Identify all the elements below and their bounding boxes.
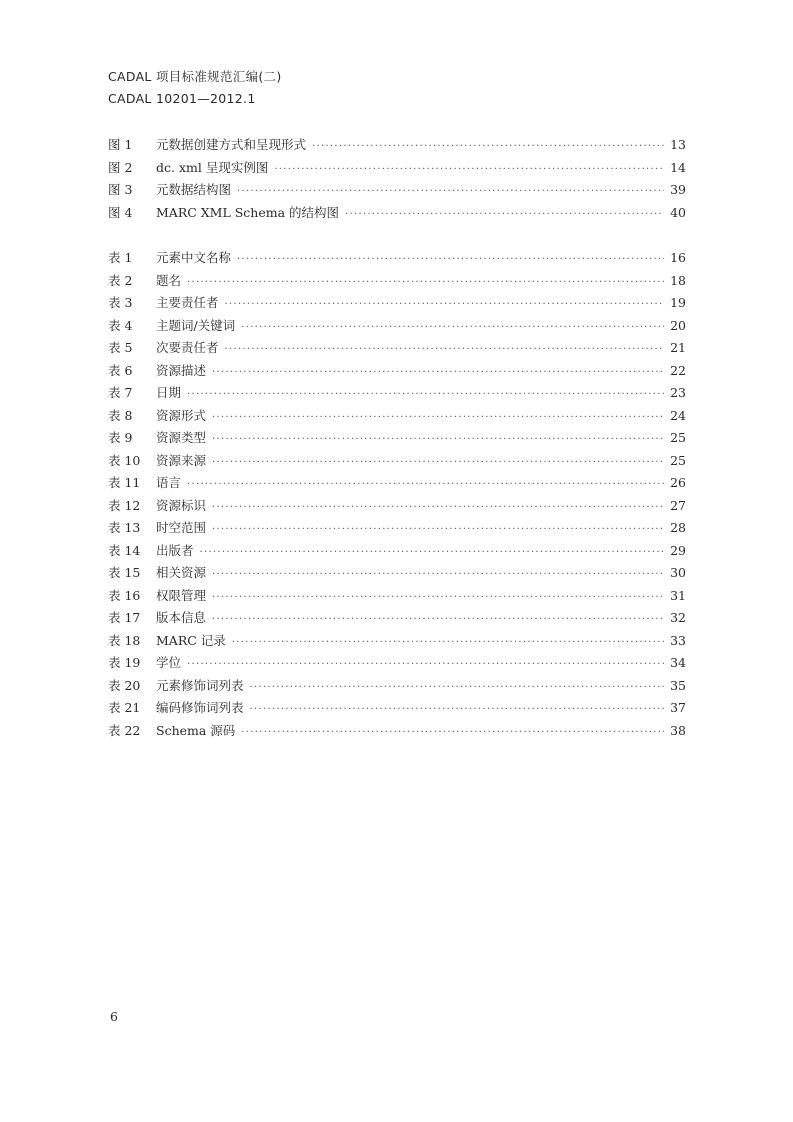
dot-leader xyxy=(237,186,664,197)
table-page-number: 32 xyxy=(670,610,686,625)
section-gap xyxy=(108,225,686,248)
table-entry[interactable] xyxy=(108,653,686,676)
table-label: 表 14 xyxy=(108,542,141,558)
table-label: 表 1 xyxy=(108,250,133,265)
table-label: 表 7 xyxy=(108,385,133,400)
header-title: CADAL 项目标准规范汇编(二) xyxy=(108,69,282,84)
table-page-number: 25 xyxy=(670,430,686,445)
table-entry[interactable] xyxy=(108,518,686,541)
header-standard-number: CADAL 10201—2012.1 xyxy=(108,91,256,106)
dot-leader xyxy=(237,254,664,265)
table-entry[interactable] xyxy=(108,383,686,406)
table-page-number: 38 xyxy=(670,722,686,738)
table-entry[interactable] xyxy=(108,406,686,429)
table-label: 表 13 xyxy=(108,520,141,535)
dot-leader xyxy=(225,344,665,355)
table-title: 学位 xyxy=(156,655,182,670)
table-title: 次要责任者 xyxy=(156,340,219,355)
table-page-number: 23 xyxy=(670,385,686,400)
table-entry[interactable] xyxy=(108,541,686,564)
table-title: 资源形式 xyxy=(156,407,207,423)
dot-leader xyxy=(250,682,665,693)
table-title: 主要责任者 xyxy=(156,295,219,310)
table-entry[interactable] xyxy=(108,631,686,654)
table-entry[interactable] xyxy=(108,608,686,631)
dot-leader xyxy=(187,479,664,490)
figure-entry[interactable] xyxy=(108,158,686,181)
table-title: 日期 xyxy=(156,385,182,400)
table-title: 相关资源 xyxy=(156,565,207,580)
table-title: 元素中文名称 xyxy=(156,250,232,265)
figure-page-number: 13 xyxy=(670,137,686,152)
figure-title: MARC XML Schema 的结构图 xyxy=(156,204,340,220)
table-label: 表 17 xyxy=(108,610,141,625)
dot-leader xyxy=(212,614,664,625)
table-entry[interactable] xyxy=(108,271,686,294)
dot-leader xyxy=(312,141,664,152)
table-title: 资源描述 xyxy=(156,362,207,378)
dot-leader xyxy=(274,164,664,175)
dot-leader xyxy=(212,434,664,445)
table-title: 权限管理 xyxy=(156,587,207,603)
table-label: 表 19 xyxy=(108,655,141,670)
table-title: 时空范围 xyxy=(156,520,207,535)
dot-leader xyxy=(241,727,664,738)
page-number: 6 xyxy=(110,1009,118,1024)
table-page-number: 31 xyxy=(670,587,686,603)
dot-leader xyxy=(225,299,665,310)
table-entry[interactable] xyxy=(108,451,686,474)
dot-leader xyxy=(250,704,665,715)
table-title: 资源标识 xyxy=(156,497,207,513)
table-page-number: 28 xyxy=(670,520,686,535)
dot-leader xyxy=(200,547,665,558)
document-header xyxy=(108,66,282,110)
figure-title: dc. xml 呈现实例图 xyxy=(156,159,269,175)
table-title: 资源来源 xyxy=(156,452,207,468)
table-label: 表 11 xyxy=(108,475,141,490)
table-page-number: 35 xyxy=(670,677,686,693)
table-entry[interactable] xyxy=(108,676,686,699)
table-list xyxy=(108,248,686,743)
dot-leader xyxy=(212,524,664,535)
figure-entry[interactable] xyxy=(108,135,686,158)
table-entry[interactable] xyxy=(108,496,686,519)
table-label: 表 3 xyxy=(108,295,133,310)
table-label: 表 4 xyxy=(108,317,133,333)
table-entry[interactable] xyxy=(108,428,686,451)
table-page-number: 19 xyxy=(670,295,686,310)
dot-leader xyxy=(187,389,664,400)
dot-leader xyxy=(212,592,664,603)
figure-title: 元数据创建方式和呈现形式 xyxy=(156,137,307,152)
figure-title: 元数据结构图 xyxy=(156,182,232,197)
dot-leader xyxy=(212,412,664,423)
table-entry[interactable] xyxy=(108,293,686,316)
table-entry[interactable] xyxy=(108,721,686,744)
table-page-number: 27 xyxy=(670,497,686,513)
table-label: 表 6 xyxy=(108,362,133,378)
table-label: 表 22 xyxy=(108,722,141,738)
table-page-number: 29 xyxy=(670,542,686,558)
figure-label: 图 3 xyxy=(108,182,133,197)
figure-entry[interactable] xyxy=(108,203,686,226)
table-label: 表 16 xyxy=(108,587,141,603)
figure-label: 图 4 xyxy=(108,204,133,220)
table-page-number: 33 xyxy=(670,632,686,648)
table-page-number: 16 xyxy=(670,250,686,265)
table-entry[interactable] xyxy=(108,563,686,586)
table-page-number: 20 xyxy=(670,317,686,333)
figure-page-number: 40 xyxy=(670,204,686,220)
table-label: 表 12 xyxy=(108,497,141,513)
figure-page-number: 39 xyxy=(670,182,686,197)
dot-leader xyxy=(241,322,664,333)
table-label: 表 15 xyxy=(108,565,141,580)
table-entry[interactable] xyxy=(108,316,686,339)
table-of-contents xyxy=(108,135,686,743)
table-page-number: 18 xyxy=(670,272,686,288)
table-label: 表 20 xyxy=(108,677,141,693)
table-entry[interactable] xyxy=(108,586,686,609)
dot-leader xyxy=(212,569,664,580)
table-page-number: 25 xyxy=(670,452,686,468)
figure-list xyxy=(108,135,686,225)
table-label: 表 9 xyxy=(108,430,133,445)
table-title: 题名 xyxy=(156,272,182,288)
dot-leader xyxy=(345,209,664,220)
table-page-number: 21 xyxy=(670,340,686,355)
table-title: 编码修饰词列表 xyxy=(156,700,244,715)
table-entry[interactable] xyxy=(108,361,686,384)
table-entry[interactable] xyxy=(108,248,686,271)
table-label: 表 18 xyxy=(108,632,141,648)
table-title: 语言 xyxy=(156,475,182,490)
table-page-number: 30 xyxy=(670,565,686,580)
table-entry[interactable] xyxy=(108,338,686,361)
dot-leader xyxy=(212,502,664,513)
dot-leader xyxy=(212,367,664,378)
dot-leader xyxy=(187,659,664,670)
table-title: 出版者 xyxy=(156,542,194,558)
dot-leader xyxy=(212,457,664,468)
figure-page-number: 14 xyxy=(670,159,686,175)
table-page-number: 26 xyxy=(670,475,686,490)
table-label: 表 2 xyxy=(108,272,133,288)
table-page-number: 24 xyxy=(670,407,686,423)
table-entry[interactable] xyxy=(108,473,686,496)
figure-label: 图 2 xyxy=(108,159,133,175)
table-title: 主题词/关键词 xyxy=(156,317,236,333)
table-label: 表 8 xyxy=(108,407,133,423)
figure-label: 图 1 xyxy=(108,137,133,152)
figure-entry[interactable] xyxy=(108,180,686,203)
dot-leader xyxy=(232,637,664,648)
table-page-number: 34 xyxy=(670,655,686,670)
table-title: Schema 源码 xyxy=(156,722,236,738)
table-title: 元素修饰词列表 xyxy=(156,677,244,693)
table-title: 版本信息 xyxy=(156,610,207,625)
table-title: MARC 记录 xyxy=(156,632,226,648)
table-label: 表 10 xyxy=(108,452,141,468)
table-label: 表 21 xyxy=(108,700,141,715)
table-page-number: 37 xyxy=(670,700,686,715)
table-title: 资源类型 xyxy=(156,430,207,445)
dot-leader xyxy=(187,277,664,288)
table-page-number: 22 xyxy=(670,362,686,378)
table-label: 表 5 xyxy=(108,340,133,355)
table-entry[interactable] xyxy=(108,698,686,721)
